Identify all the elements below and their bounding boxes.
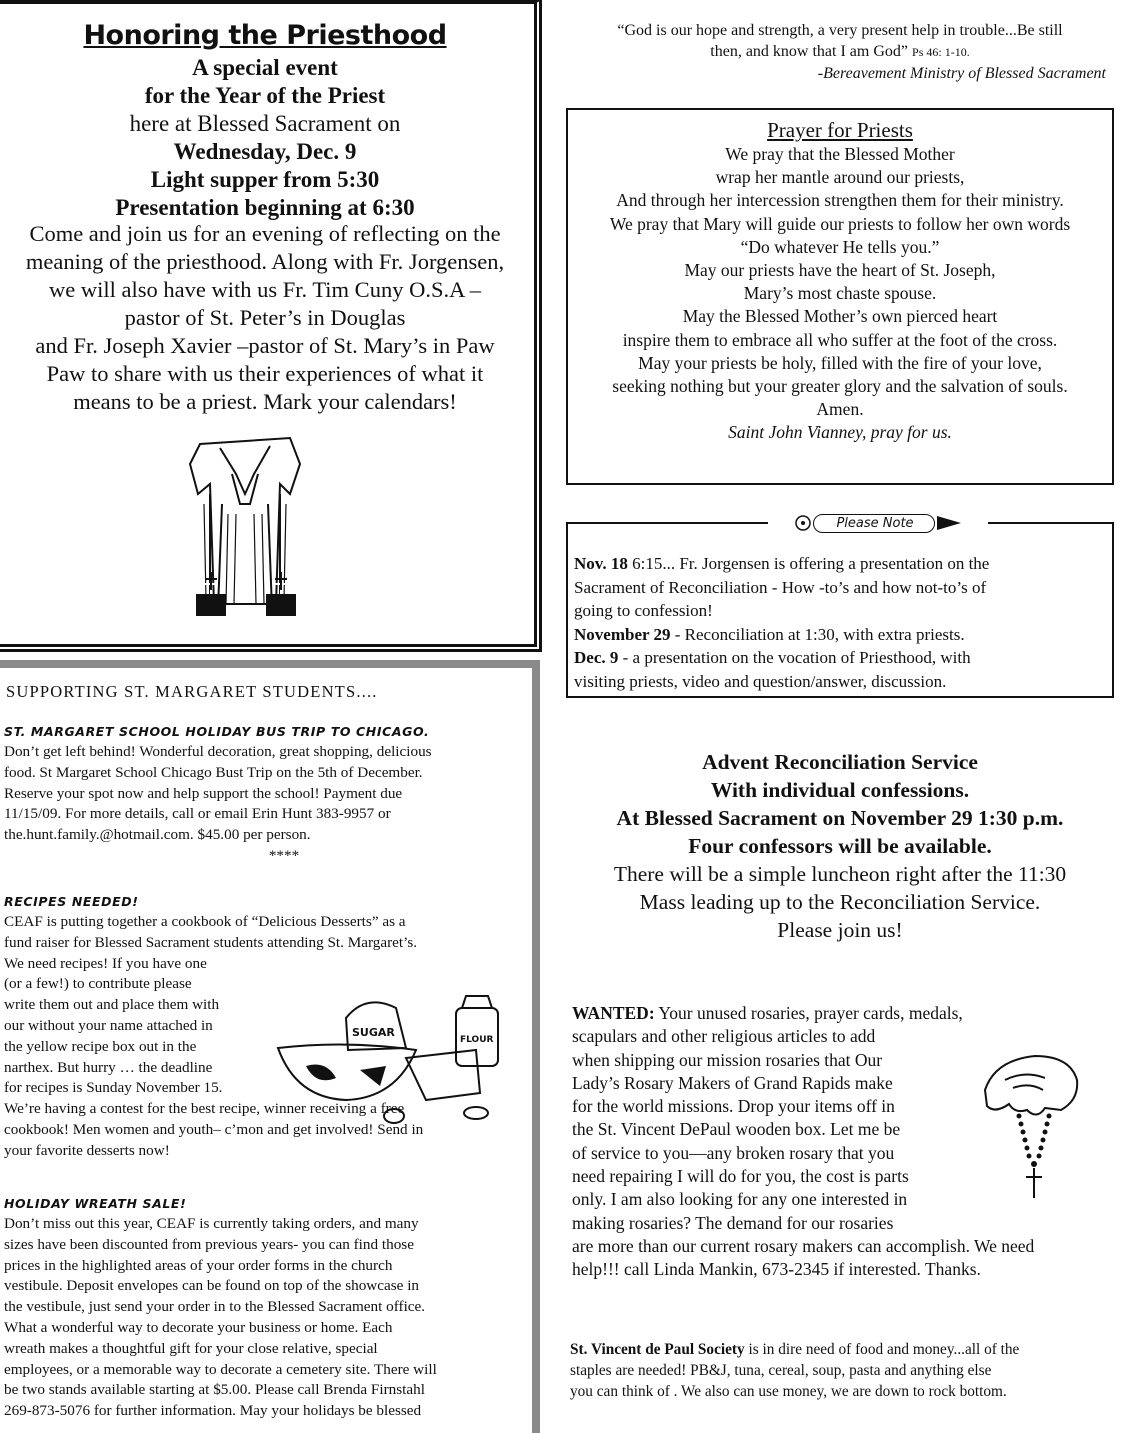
- note-text: - Reconciliation at 1:30, with extra priests.: [670, 624, 965, 644]
- note-item: [574, 646, 1104, 670]
- wreath-line: be two stands available starting at $5.00. Please call Brenda Firnstahl: [4, 1381, 425, 1399]
- recipe-line: your favorite desserts now!: [4, 1141, 170, 1159]
- prayer-closing: Saint John Vianney, pray for us.: [728, 422, 952, 443]
- note-date: Nov. 18: [574, 554, 628, 573]
- bus-trip-heading: ST. MARGARET SCHOOL HOLIDAY BUS TRIP TO CHICAGO.: [4, 724, 430, 739]
- prayer-line: May the Blessed Mother’s own pierced heart: [682, 306, 998, 327]
- recipes-heading: RECIPES NEEDED!: [4, 894, 139, 909]
- recipe-line: CEAF is putting together a cookbook of “Delicious Desserts” as a: [4, 913, 406, 930]
- note-text: going to confession!: [574, 601, 713, 620]
- wanted-line: are more than our current rosary makers can accomplish. We need: [572, 1235, 1035, 1256]
- wanted-line: of service to you—any broken rosary that you: [572, 1142, 895, 1163]
- recipe-line: We need recipes! If you have one: [4, 954, 207, 972]
- note-text: 6:15... Fr. Jorgensen is offering a presentation on the: [627, 554, 990, 573]
- recipe-line: fund raiser for Blessed Sacrament students attending St. Margaret’s.: [4, 933, 418, 951]
- bus-trip-text: [4, 742, 524, 867]
- svdp-first-line: [570, 1339, 1118, 1360]
- note-item: [574, 552, 1104, 576]
- wreath-line: What a wonderful way to decorate your business or home. Each: [4, 1318, 393, 1336]
- bus-trip-line: Reserve your spot now and help support the school! Payment due: [4, 784, 403, 802]
- honoring-priesthood-box: [0, 0, 542, 652]
- prayer-for-priests-box: [566, 108, 1114, 485]
- wreath-line: wreath makes a thoughtful gift for your close relative, special: [4, 1339, 378, 1357]
- prayer-line: wrap her mantle around our priests,: [715, 167, 965, 188]
- wanted-line: need repairing I will do for you, the cost is parts: [572, 1166, 909, 1187]
- honor-body-line: means to be a priest. Mark your calendars!: [73, 389, 457, 414]
- svdp-first-text: is in dire need of food and money...all of the: [744, 1341, 1020, 1358]
- psalm-quote: [560, 20, 1120, 63]
- wanted-label: WANTED:: [572, 1003, 655, 1023]
- psalm-reference: Ps 46: 1-10.: [912, 45, 970, 59]
- honor-body-line: Paw to share with us their experiences of what it: [46, 361, 484, 386]
- honor-line-year-of-priest: for the Year of the Priest: [144, 83, 386, 108]
- note-item: [574, 670, 1104, 694]
- pencil-eraser-icon: [793, 513, 813, 533]
- svdp-line: staples are needed! PB&J, tuna, cereal, soup, pasta and anything else: [570, 1362, 992, 1379]
- honor-body-line: Come and join us for an evening of reflecting on the: [29, 221, 501, 246]
- wreath-line: vestibule. Deposit envelopes can be found on top of the showcase in: [4, 1277, 420, 1295]
- prayer-line: We pray that the Blessed Mother: [725, 144, 955, 164]
- psalm-quote-block: [560, 20, 1120, 84]
- recipe-line: the yellow recipe box out in the: [4, 1037, 197, 1055]
- pencil-tip-icon: [935, 513, 963, 533]
- wreath-line: Don’t miss out this year, CEAF is currently taking orders, and many: [4, 1215, 419, 1232]
- svdp-line: you can think of . We also can use money, we are down to rock bottom.: [570, 1383, 1007, 1400]
- rosary-hand-illustration: [975, 1050, 1085, 1205]
- advent-bold-line: Four confessors will be available.: [688, 834, 992, 858]
- note-item: [574, 623, 1104, 647]
- wreath-line: employees, or a memorable way to decorate a cemetery site. There will: [4, 1360, 437, 1378]
- wreath-line: 269-873-5076 for further information. May your holidays be blessed: [4, 1402, 422, 1420]
- wreath-sale-text: [4, 1214, 524, 1422]
- note-text: Sacrament of Reconciliation - How -to’s and how not-to’s of: [574, 577, 987, 597]
- svdp-label: St. Vincent de Paul Society: [570, 1341, 745, 1358]
- recipe-line: (or a few!) to contribute please: [4, 975, 192, 993]
- prayer-line: We pray that Mary will guide our priests to follow her own words: [609, 213, 1071, 234]
- prayer-line: And through her intercession strengthen them for their ministry.: [616, 190, 1064, 211]
- stars-divider: ****: [268, 846, 300, 864]
- honor-body-line: meaning of the priesthood. Along with Fr. Jorgensen,: [25, 249, 505, 274]
- psalm-quote-line: “God is our hope and strength, a very present help in trouble...Be still: [617, 22, 1063, 39]
- advent-bold-line: At Blessed Sacrament on November 29 1:30 p.m.: [616, 806, 1064, 830]
- wanted-line: only. I am also looking for any one interested in: [572, 1189, 908, 1210]
- prayer-line: inspire them to embrace all who suffer at the foot of the cross.: [622, 329, 1058, 350]
- advent-plain-line: Please join us!: [777, 918, 903, 942]
- note-text: visiting priests, video and question/answer, discussion.: [574, 671, 947, 691]
- recipe-line: our without your name attached in: [4, 1016, 213, 1034]
- honor-line-supper: Light supper from 5:30: [150, 167, 380, 192]
- recipe-line: cookbook! Men women and youth– c’mon and get involved! Send in: [4, 1120, 424, 1138]
- wanted-line: when shipping our mission rosaries that Our: [572, 1049, 883, 1070]
- prayer-line: May your priests be holy, filled with the fire of your love,: [638, 352, 1042, 373]
- recipe-line: We’re having a contest for the best recipe, winner receiving a free: [4, 1100, 405, 1118]
- prayer-line: Mary’s most chaste spouse.: [743, 283, 937, 304]
- bus-trip-line: the.hunt.family.@hotmail.com. $45.00 per person.: [4, 826, 311, 844]
- wreath-line: sizes have been discounted from previous years- you can find those: [4, 1235, 414, 1253]
- psalm-attribution: -Bereavement Ministry of Blessed Sacrament: [817, 65, 1106, 82]
- prayer-line: seeking nothing but your greater glory and the salvation of souls.: [612, 376, 1068, 397]
- psalm-quote-line: then, and know that I am God”: [710, 43, 909, 60]
- support-heading: SUPPORTING ST. MARGARET STUDENTS....: [6, 682, 378, 701]
- note-item: [574, 599, 1104, 623]
- please-note-box: [566, 515, 1114, 698]
- supporting-st-margaret-box: [0, 660, 540, 1433]
- note-date: November 29: [574, 624, 671, 644]
- note-date: Dec. 9: [574, 648, 619, 667]
- note-text: - a presentation on the vocation of Priesthood, with: [618, 648, 971, 667]
- honor-body-line: we will also have with us Fr. Tim Cuny O.S.A –: [49, 277, 481, 302]
- advent-bold-line: Advent Reconciliation Service: [702, 750, 978, 774]
- recipe-line: for recipes is Sunday November 15.: [4, 1079, 223, 1097]
- honor-body-line: and Fr. Joseph Xavier –pastor of St. Mary’s in Paw: [35, 333, 495, 358]
- honor-line-special-event: A special event: [192, 55, 338, 80]
- recipe-line: narthex. But hurry … the deadline: [4, 1058, 213, 1076]
- sugar-label: SUGAR: [352, 1026, 395, 1039]
- advent-plain-line: There will be a simple luncheon right after the 11:30: [613, 862, 1067, 886]
- wreath-sale-heading: HOLIDAY WREATH SALE!: [4, 1196, 187, 1211]
- wanted-line: scapulars and other religious articles to add: [572, 1026, 876, 1047]
- baking-supplies-illustration: [276, 988, 506, 1128]
- honor-line-location: here at Blessed Sacrament on: [129, 111, 401, 136]
- please-note-label: Please Note: [813, 514, 934, 533]
- advent-reconciliation-notice: [566, 748, 1114, 944]
- advent-plain-line: Mass leading up to the Reconciliation Service.: [639, 890, 1041, 914]
- honor-line-date: Wednesday, Dec. 9: [173, 139, 357, 164]
- st-vincent-de-paul-notice: [570, 1339, 1118, 1402]
- bus-trip-line: Don’t get left behind! Wonderful decoration, great shopping, delicious: [4, 743, 432, 760]
- wreath-line: prices in the highlighted areas of your order forms in the church: [4, 1256, 393, 1274]
- wreath-line: the vestibule, just send your order in to the Blessed Sacrament office.: [4, 1298, 426, 1316]
- wanted-line: making rosaries? The demand for our rosaries: [572, 1212, 894, 1233]
- wanted-line: help!!! call Linda Mankin, 673-2345 if interested. Thanks.: [572, 1259, 981, 1280]
- wanted-first-text: Your unused rosaries, prayer cards, medals,: [654, 1003, 963, 1023]
- priest-vestment-illustration: [180, 434, 310, 619]
- wanted-line: the St. Vincent DePaul wooden box. Let me be: [572, 1119, 901, 1140]
- wanted-first-line: [572, 1002, 1117, 1025]
- prayer-line: “Do whatever He tells you.”: [740, 236, 940, 257]
- honor-body: [0, 220, 530, 416]
- flour-label: FLOUR: [460, 1035, 494, 1045]
- bus-trip-line: food. St Margaret School Chicago Bust Trip on the 5th of December.: [4, 763, 423, 781]
- please-note-badge: [768, 510, 988, 536]
- wanted-line: Lady’s Rosary Makers of Grand Rapids make: [572, 1072, 893, 1093]
- prayer-line: May our priests have the heart of St. Joseph,: [684, 260, 996, 281]
- wanted-line: for the world missions. Drop your items off in: [572, 1096, 895, 1117]
- note-item: [574, 576, 1104, 600]
- honor-line-presentation: Presentation beginning at 6:30: [115, 195, 415, 220]
- honor-body-line: pastor of St. Peter’s in Douglas: [124, 305, 406, 330]
- recipe-line: write them out and place them with: [4, 996, 220, 1014]
- bus-trip-line: 11/15/09. For more details, call or email Erin Hunt 383-9957 or: [4, 805, 391, 823]
- prayer-line: Amen.: [816, 399, 864, 420]
- honor-title: Honoring the Priesthood: [83, 20, 447, 51]
- advent-bold-line: With individual confessions.: [710, 778, 970, 802]
- prayer-title: Prayer for Priests: [767, 118, 913, 142]
